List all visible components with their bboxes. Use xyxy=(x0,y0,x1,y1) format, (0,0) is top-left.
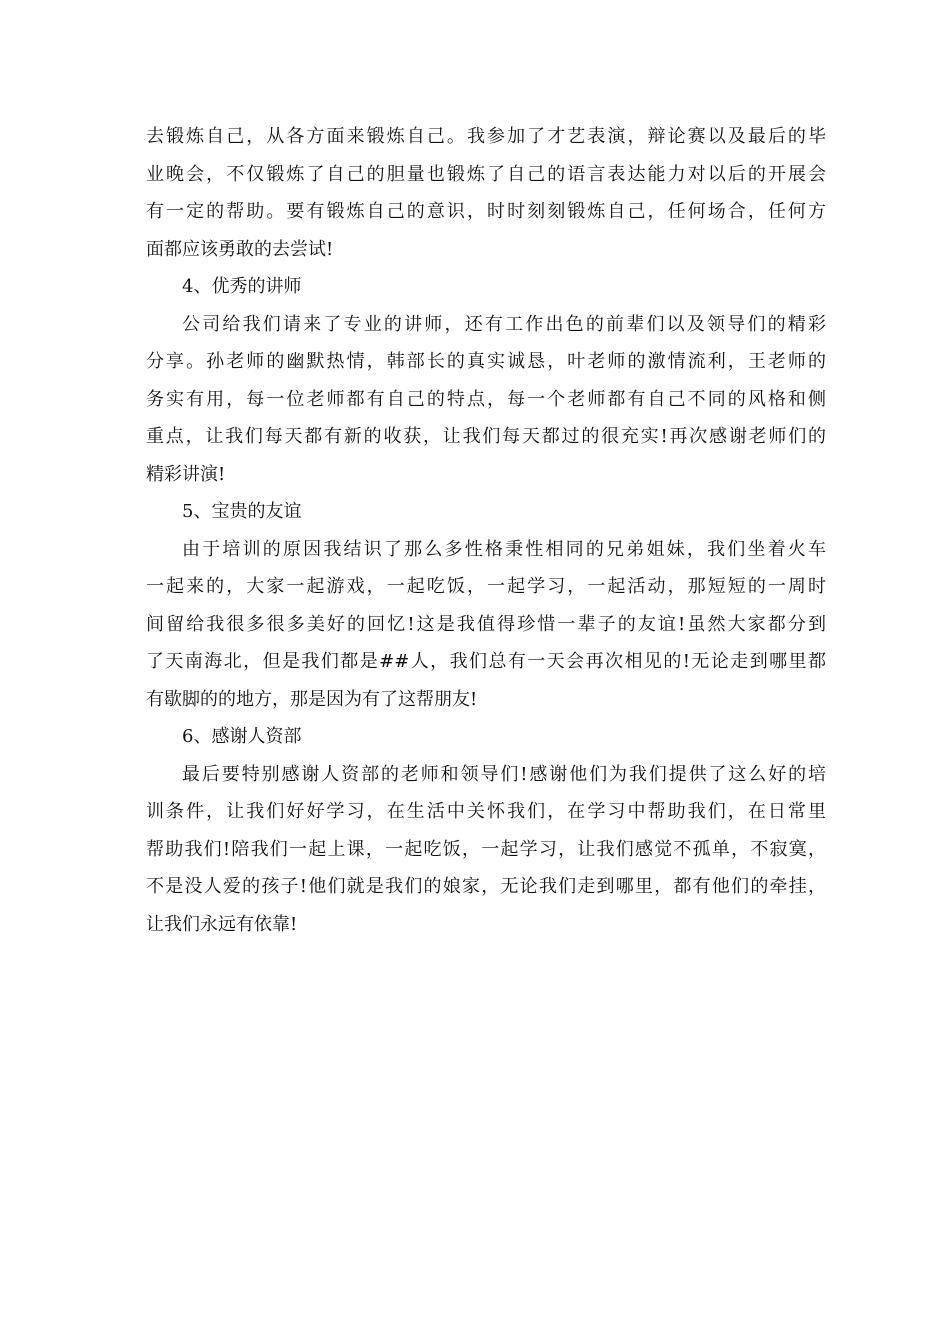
text-line: 有歇脚的的地方，那是因为有了这帮朋友! xyxy=(146,688,478,710)
section-heading-friendship: 5、宝贵的友谊 xyxy=(182,501,302,522)
paragraph-continuation xyxy=(146,118,826,268)
text-line: 公司给我们请来了专业的讲师，还有工作出色的前辈们以及领导们的精彩 xyxy=(182,313,826,335)
text-line: 不是没人爱的孩子!他们就是我们的娘家，无论我们走到哪里，都有他们的牵挂， xyxy=(146,876,826,897)
text-line: 间留给我很多很多美好的回忆!这是我值得珍惜一辈子的友谊!虽然大家都分到 xyxy=(146,613,826,635)
text-line: 重点，让我们每天都有新的收获，让我们每天都过的很充实!再次感谢老师们的 xyxy=(146,426,826,447)
text-line: 精彩讲演! xyxy=(146,463,226,485)
text-line: 了天南海北，但是我们都是##人，我们总有一天会再次相见的!无论走到哪里都 xyxy=(146,651,826,672)
section-heading-hr-thanks: 6、感谢人资部 xyxy=(182,726,302,747)
text-line: 一起来的，大家一起游戏，一起吃饭，一起学习，一起活动，那短短的一周时 xyxy=(146,576,826,597)
text-line: 训条件，让我们好好学习，在生活中关怀我们，在学习中帮助我们，在日常里 xyxy=(146,801,826,822)
document-body xyxy=(146,118,826,943)
text-line: 面都应该勇敢的去尝试! xyxy=(146,238,334,260)
text-line: 业晚会，不仅锻炼了自己的胆量也锻炼了自己的语言表达能力对以后的开展会 xyxy=(146,163,826,185)
paragraph-teachers xyxy=(146,306,826,494)
text-line: 务实有用，每一位老师都有自己的特点，每一个老师都有自己不同的风格和侧 xyxy=(146,388,826,410)
text-line: 由于培训的原因我结识了那么多性格秉性相同的兄弟姐妹，我们坐着火车 xyxy=(182,538,826,560)
section-heading-teachers: 4、优秀的讲师 xyxy=(182,276,302,297)
text-line: 最后要特别感谢人资部的老师和领导们!感谢他们为我们提供了这么好的培 xyxy=(182,763,826,785)
text-line: 帮助我们!陪我们一起上课，一起吃饭，一起学习，让我们感觉不孤单，不寂寞， xyxy=(146,838,826,860)
text-line: 分享。孙老师的幽默热情，韩部长的真实诚恳，叶老师的激情流利，王老师的 xyxy=(146,351,826,372)
paragraph-friendship xyxy=(146,531,826,719)
paragraph-hr-thanks xyxy=(146,756,826,944)
text-line: 有一定的帮助。要有锻炼自己的意识，时时刻刻锻炼自己，任何场合，任何方 xyxy=(146,201,826,222)
text-line: 让我们永远有依靠! xyxy=(146,913,298,935)
text-line: 去锻炼自己，从各方面来锻炼自己。我参加了才艺表演，辩论赛以及最后的毕 xyxy=(146,126,826,147)
